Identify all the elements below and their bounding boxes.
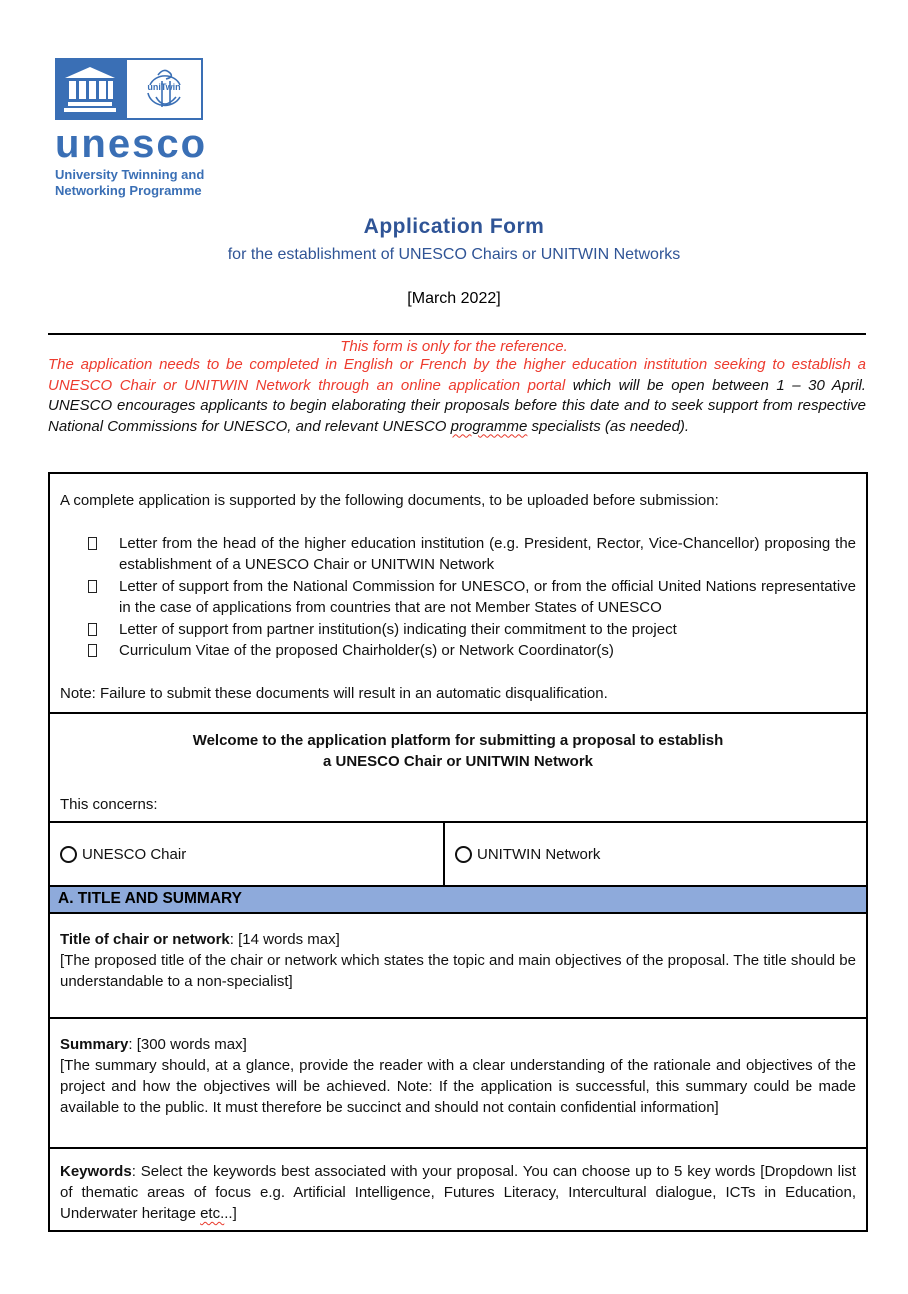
checkbox-icon — [88, 537, 97, 550]
programme-name — [55, 167, 285, 199]
summary-field-label-line — [60, 1034, 856, 1055]
welcome-section — [50, 714, 866, 823]
unitwin-logo-text: uniTwin — [147, 82, 181, 92]
checklist-item — [88, 576, 856, 619]
option-unitwin-network-label: UNITWIN Network — [477, 845, 601, 863]
logo-emblems — [55, 58, 285, 120]
title-field-section — [50, 914, 866, 1019]
keywords-text-tail: ..] — [224, 1205, 237, 1222]
checklist-item-text: Letter of support from the National Commission for UNESCO, or from the official United Nations representative in the case of applications from countries that are not Member States of UNESCO — [119, 577, 856, 616]
form-date: [March 2022] — [407, 290, 501, 307]
unitwin-globe-icon — [125, 58, 203, 120]
option-unesco-chair-label: UNESCO Chair — [82, 845, 187, 863]
checklist-item — [88, 619, 856, 641]
checklist-item-text: Letter from the head of the higher education institution (e.g. President, Rector, Vice-Chancellor) proposing the establishment of a UNESCO Chair or UNITWIN Network — [119, 534, 856, 573]
programme-line2: Networking Programme — [55, 183, 202, 198]
documents-checklist — [60, 533, 856, 662]
documents-intro: A complete application is supported by the following documents, to be uploaded before submission: — [60, 492, 719, 509]
checklist-item — [88, 533, 856, 576]
instructions-red-segment: The application needs to be completed in English or French by the higher education institution seeking to establish a UNESCO Chair or UNITWIN Network through an online application portal — [48, 356, 866, 394]
unesco-unitwin-logo — [55, 0, 285, 199]
title-field-limit: : [14 words max] — [229, 931, 340, 948]
welcome-heading-line2: a UNESCO Chair or UNITWIN Network — [322, 753, 594, 770]
section-a-header: A. TITLE AND SUMMARY — [50, 887, 866, 914]
disqualification-note: Note: Failure to submit these documents will result in an automatic disqualification. — [60, 684, 608, 702]
keywords-field-label: Keywords — [60, 1163, 132, 1180]
summary-field-section — [50, 1019, 866, 1149]
keywords-field-section — [50, 1149, 866, 1230]
radio-unitwin-network-icon[interactable] — [455, 846, 472, 863]
page-title: Application Form — [363, 215, 545, 238]
required-documents-section — [50, 474, 866, 714]
spellcheck-word-programme: programme — [450, 417, 528, 435]
checklist-item-text: Letter of support from partner institution(s) indicating their commitment to the project — [119, 620, 677, 638]
summary-field-limit: : [300 words max] — [128, 1036, 247, 1053]
page-subtitle: for the establishment of UNESCO Chairs or UNITWIN Networks — [227, 246, 681, 263]
application-instructions — [48, 355, 866, 437]
radio-unesco-chair-icon[interactable] — [60, 846, 77, 863]
proposal-type-row — [50, 823, 866, 887]
option-unesco-chair[interactable] — [50, 823, 445, 885]
keywords-text-segment: : Select the keywords best associated with your proposal. You can choose up to 5 key words [Dropdown list of thematic areas of focus e.g. Artificial Intelligence, Futures Literacy, Intercultural dialogue, ICTs in Education, Underwater heritage — [60, 1163, 856, 1222]
option-unitwin-network[interactable] — [445, 823, 866, 885]
title-field-label: Title of chair or network — [60, 931, 230, 948]
unesco-temple-icon — [55, 58, 125, 120]
instructions-black-segment: which will be open between 1 – 30 April. UNESCO encourages applicants to begin elaborating their proposals before this date and to seek support from respective National Commissions for UNESCO, and relevant UNESCO — [48, 376, 866, 435]
horizontal-rule — [48, 333, 866, 335]
application-form-table — [48, 472, 868, 1232]
this-concerns-label: This concerns: — [60, 796, 158, 813]
checklist-item-text: Curriculum Vitae of the proposed Chairholder(s) or Network Coordinator(s) — [119, 642, 614, 659]
programme-line1: University Twinning and — [55, 167, 205, 182]
reference-only-note: This form is only for the reference. — [340, 338, 568, 355]
title-field-label-line — [60, 929, 856, 950]
welcome-heading-line1: Welcome to the application platform for submitting a proposal to establish — [192, 732, 724, 749]
checkbox-icon — [88, 623, 97, 636]
summary-field-description: [The summary should, at a glance, provide the reader with a clear understanding of the rationale and objectives of the project and how the objectives will be achieved. Note: If the application is successful, this summary could be made available to the public. It must therefore be succinct and should not contain confidential information] — [60, 1057, 856, 1116]
keywords-field-text — [60, 1161, 856, 1224]
summary-field-label: Summary — [60, 1036, 129, 1053]
instructions-black-tail: specialists (as needed). — [527, 417, 690, 435]
title-field-description: [The proposed title of the chair or network which states the topic and main objectives of the proposal. The title should be understandable to a non-specialist] — [60, 952, 856, 990]
spellcheck-word-etc: etc. — [200, 1205, 225, 1222]
checklist-item — [88, 640, 856, 662]
checkbox-icon — [88, 580, 97, 593]
unesco-wordmark: unesco — [55, 122, 208, 166]
checkbox-icon — [88, 644, 97, 657]
